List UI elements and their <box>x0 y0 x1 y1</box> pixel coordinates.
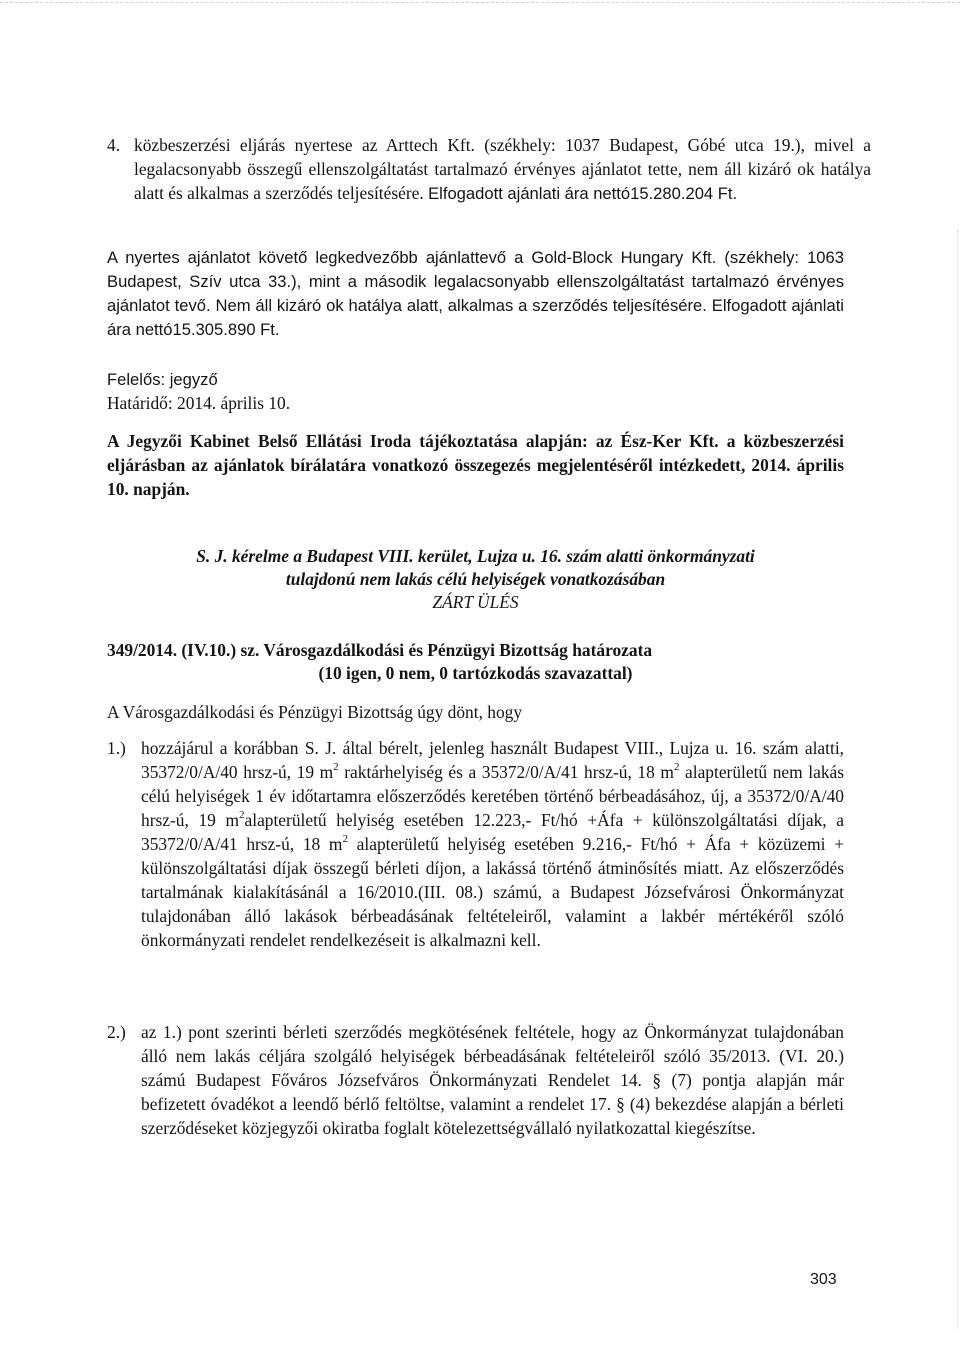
scan-edge-right <box>957 230 958 1330</box>
responsible-line: Felelős: jegyző <box>107 370 218 389</box>
point-1-text-b: raktárhelyiség és a 35372/0/A/41 hrsz-ú, 18 m <box>338 762 674 782</box>
point-1-text-d: alapterületű helyiség esetében 12.223,- Ft/hó +Áfa + különszolgáltatási díjak, a 35372/0/A/41 hrsz-ú, 18 m <box>141 810 844 854</box>
resolution-votes: (10 igen, 0 nem, 0 tartózkodás szavazattal) <box>318 663 633 683</box>
point-1-sup-4: 2 <box>342 833 348 845</box>
page-number: 303 <box>810 1271 837 1288</box>
point-1-sup-3: 2 <box>239 809 245 821</box>
closed-session-label: ZÁRT ÜLÉS <box>432 592 519 612</box>
notice-paragraph: A Jegyzői Kabinet Belső Ellátási Iroda tájékoztatása alapján: az Ész-Ker Kft. a közbeszerzési eljárásban az ajánlatok bírálatára vonatkozó összegezés megjelentéséről intézkedett, 2014. április 10. napján. <box>107 431 844 499</box>
item-4-price: Elfogadott ajánlati ára nettó15.280.204 Ft. <box>428 184 738 203</box>
point-2-text: az 1.) pont szerinti bérleti szerződés megkötésének feltétele, hogy az Önkormányzat tulajdonában álló nem lakás céljára szolgáló helyiségek bérbeadásának feltételeiről szóló 35/2013. (VI. 20.) számú Budapest Főváros Józsefváros Önkormányzati Rendelet 14. § (7) pontja alapján már befizetett óvadékot a leendő bérlő feltöltse, valamint a rendelet 17. § (4) bekezdése alapján a bérleti szerződéseket közjegyzői okiratba foglalt kötelezettségvállaló nyilatkozattal kiegészítse. <box>141 1022 844 1138</box>
scan-edge-top <box>0 2 960 3</box>
point-1-text-c: alapterületű nem lakás célú helyiségek 1 év időtartamra előszerződés keretében történő bérbeadásához, új, a 35372/0/A/40 hrsz-ú, 19 m <box>141 762 845 830</box>
point-1-sup-2: 2 <box>673 761 680 773</box>
point-1-text-e: alapterületű helyiség esetében 9.216,- Ft/hó + Áfa + közüzemi + különszolgáltatási díjak összegű bérleti díjon, a lakássá történő átminősítés miatt. Az előszerződés tartalmának kialakításánál a 16/2010.(III. 08.) számú, a Budapest Józsefvárosi Önkormányzat tulajdonában álló lakások bérbeadásának feltételeiről, valamint a lakbér mértékéről szóló önkormányzati rendelet rendelkezéseit is alkalmazni kell. <box>141 834 845 950</box>
item-4-paragraph <box>107 133 871 206</box>
point-1-paragraph <box>107 736 844 952</box>
heading-line-2: tulajdonú nem lakás célú helyiségek vonatkozásában <box>285 569 666 589</box>
deadline-line: Határidő: 2014. április 10. <box>107 393 291 413</box>
resolution-title: 349/2014. (IV.10.) sz. Városgazdálkodási és Pénzügyi Bizottság határozata <box>107 640 653 660</box>
heading-line-1: S. J. kérelme a Budapest VIII. kerület, Lujza u. 16. szám alatti önkormányzati <box>196 546 755 566</box>
point-1-text-a: hozzájárul a korábban S. J. által bérelt, jelenleg használt Budapest VIII., Lujza u. 16. szám alatti, 35372/0/A/40 hrsz-ú, 19 m <box>141 738 844 782</box>
point-2-number: 2.) <box>107 1022 126 1042</box>
intro-line: A Városgazdálkodási és Pénzügyi Bizottság úgy dönt, hogy <box>107 702 523 722</box>
point-2-paragraph <box>107 1020 844 1140</box>
point-1-sup-1: 2 <box>333 761 339 773</box>
item-4-text: közbeszerzési eljárás nyertese az Arttech Kft. (székhely: 1037 Budapest, Góbé utca 19.), mivel a legalacsonyabb összegű ellenszolgáltatást tartalmazó érvényes ajánlatot tette, nem áll kizáró ok hatálya alatt és alkalmas a szerződés teljesítésére. <box>134 135 871 203</box>
second-bidder-paragraph: A nyertes ajánlatot követő legkedvezőbb ajánlattevő a Gold-Block Hungary Kft. (székhely: 1063 Budapest, Szív utca 33.), mint a második legalacsonyabb ellenszolgáltatást tartalmazó érvényes ajánlatot tevő. Nem áll kizáró ok hatálya alatt, alkalmas a szerződés teljesítésére. Elfogadott ajánlati ára nettó15.305.890 Ft. <box>107 248 844 339</box>
item-4-number: 4. <box>107 135 121 155</box>
point-1-number: 1.) <box>107 738 126 758</box>
